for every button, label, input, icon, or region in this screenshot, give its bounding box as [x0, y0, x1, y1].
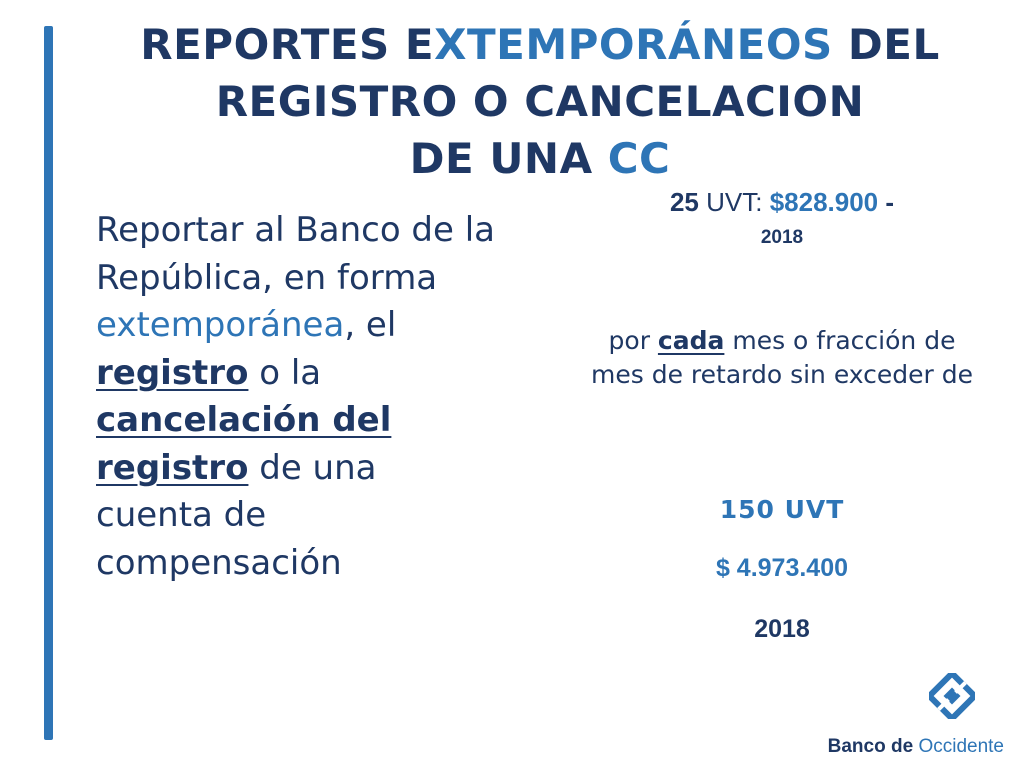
max-amount: $ 4.973.400 [715, 554, 849, 582]
bank-logo [804, 673, 1004, 758]
title-line-2: REGISTRO O CANCELACION [215, 77, 865, 126]
cancelacion-emphasis: cancelación del registro [96, 400, 392, 488]
registro-emphasis: registro [96, 352, 249, 393]
max-uvt: 150 UVT [719, 495, 845, 524]
fine-year: 2018 [760, 227, 804, 248]
banco-de-occidente-logo-icon [929, 673, 975, 719]
title-line-1: REPORTES EXTEMPORÁNEOS DEL [140, 20, 940, 69]
per-month-text: por cada mes o fracción de mes de retardo sin exceder de [591, 326, 973, 389]
description-paragraph: Reportar al Banco de la República, en forma extemporánea, el registro o la cancelación del registro de una cuenta de compensación [96, 210, 496, 583]
title-line-3: DE UNA CC [409, 134, 671, 183]
slide-title [90, 16, 990, 187]
max-year: 2018 [754, 615, 810, 643]
left-accent-bar [44, 26, 53, 740]
bank-name: Banco de Occidente [827, 736, 1004, 757]
fine-amount-line: 25 UVT: $828.900 - [669, 187, 895, 217]
